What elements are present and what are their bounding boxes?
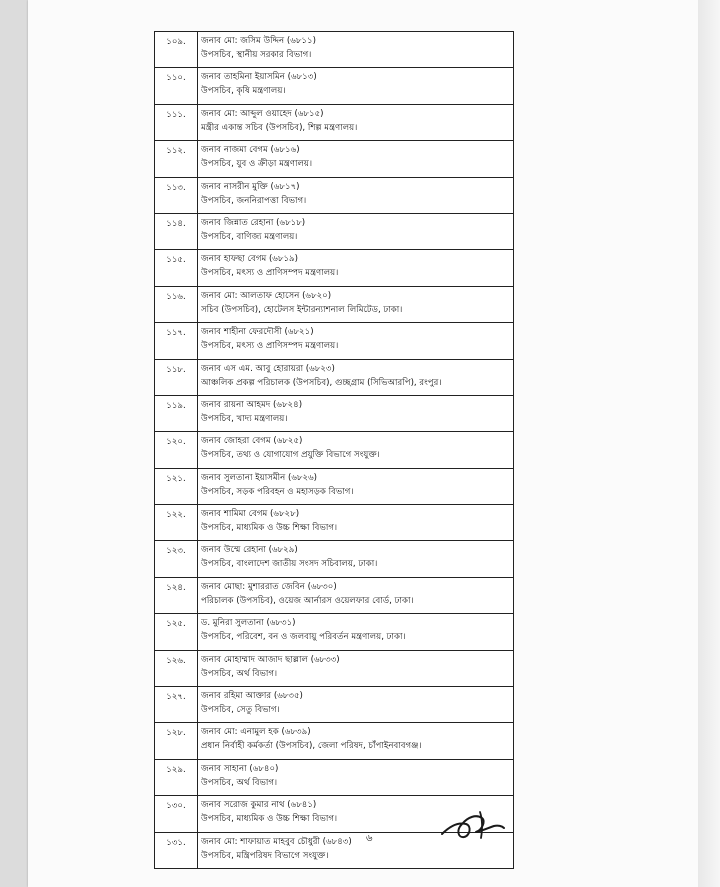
table-row: [155, 32, 514, 68]
officer-designation: উপসচিব, মৎস্য ও প্রাণিসম্পদ মন্ত্রণালয়।: [201, 268, 339, 279]
officer-cell: [198, 395, 514, 431]
table-row: [155, 614, 514, 650]
serial-number: ১২৪.: [155, 577, 198, 613]
serial-number: ১১১.: [155, 104, 198, 140]
table-row: [155, 177, 514, 213]
serial-number: ১১৭.: [155, 323, 198, 359]
officer-name: জনাব নাসরীন মুক্তি (৬৮১৭): [201, 181, 300, 192]
officer-name: জনাব মো: শাফায়াত মাহবুব চৌধুরী (৬৮৪৩): [201, 836, 352, 847]
officer-cell: [198, 687, 514, 723]
officer-name: জনাব শামিমা বেগম (৬৮২৮): [201, 509, 300, 520]
table-row: [155, 141, 514, 177]
officer-name: জনাব মো: জসিম উদ্দিন (৬৮১১): [201, 36, 316, 46]
officer-cell: [198, 723, 514, 759]
officer-cell: [198, 323, 514, 359]
officer-name: জনাব মোছা: মুশাররাত জেবিন (৬৮৩০): [201, 581, 337, 592]
serial-number: ১১৪.: [155, 213, 198, 249]
officer-designation: উপসচিব, সেতু বিভাগ।: [201, 705, 280, 716]
officer-cell: [198, 577, 514, 613]
officer-designation: উপসচিব, কৃষি মন্ত্রণালয়।: [201, 86, 286, 97]
table-row: [155, 104, 514, 140]
serial-number: ১২৭.: [155, 687, 198, 723]
officer-designation: উপসচিব, তথ্য ও যোগাযোগ প্রযুক্তি বিভাগে সংযুক্ত।: [201, 450, 380, 461]
officer-designation: উপসচিব, মাধ্যমিক ও উচ্চ শিক্ষা বিভাগ।: [201, 814, 338, 825]
officer-name: জনাব রায়না আহমদ (৬৮২৪): [201, 399, 303, 410]
officer-designation: প্রধান নির্বাহী কর্মকর্তা (উপসচিব), জেলা পরিষদ, চাঁপাইনবাবগঞ্জ।: [201, 741, 422, 752]
serial-number: ১২২.: [155, 505, 198, 541]
table-row: [155, 505, 514, 541]
officer-cell: [198, 68, 514, 104]
officer-name: জনাব রহিমা আক্তার (৬৮৩৫): [201, 691, 303, 702]
officer-name: জনাব জিন্নাত রেহানা (৬৮১৮): [201, 217, 306, 228]
officer-name: জনাব মো: আব্দুল ওয়াহেদ (৬৮১৫): [201, 108, 324, 119]
officer-list-body: [155, 32, 514, 869]
officer-name: জনাব সুলতানা ইয়াসমীন (৬৮২৬): [201, 472, 318, 483]
serial-number: ১২১.: [155, 468, 198, 504]
serial-number: ১২৩.: [155, 541, 198, 577]
table-row: [155, 359, 514, 395]
officer-designation: উপসচিব, স্থানীয় সরকার বিভাগ।: [201, 50, 312, 60]
table-row: [155, 541, 514, 577]
signature-image: [436, 804, 508, 844]
officer-cell: [198, 359, 514, 395]
officer-designation: পরিচালক (উপসচিব), ওয়েজ আর্নারস ওয়েলফার বোর্ড, ঢাকা।: [201, 595, 414, 606]
page-number: ৬: [366, 833, 373, 844]
officer-cell: [198, 286, 514, 322]
serial-number: ১১৬.: [155, 286, 198, 322]
officer-name: জনাব উম্মে রেহানা (৬৮২৯): [201, 545, 298, 556]
table-row: [155, 759, 514, 795]
officer-cell: [198, 32, 514, 68]
officer-cell: [198, 541, 514, 577]
officer-name: জনাব শাহীনা ফেরদৌসী (৬৮২১): [201, 327, 314, 338]
serial-number: ১২০.: [155, 432, 198, 468]
serial-number: ১১২.: [155, 141, 198, 177]
officer-name: জনাব মো: আলতাফ হোসেন (৬৮২০): [201, 290, 332, 301]
table-row: [155, 68, 514, 104]
officer-list-table: [154, 31, 514, 869]
table-row: [155, 432, 514, 468]
table-row: [155, 213, 514, 249]
serial-number: ১১৩.: [155, 177, 198, 213]
officer-name: জনাব তাহমিনা ইয়াসমিন (৬৮১৩): [201, 72, 317, 83]
officer-name: জনাব হাফছা বেগম (৬৮১৯): [201, 254, 298, 265]
officer-designation: উপসচিব, সড়ক পরিবহন ও মহাসড়ক বিভাগ।: [201, 486, 354, 497]
officer-cell: [198, 432, 514, 468]
table-row: [155, 250, 514, 286]
serial-number: ১১৫.: [155, 250, 198, 286]
table-row: [155, 323, 514, 359]
officer-designation: উপসচিব, খাদ্য মন্ত্রণালয়।: [201, 413, 288, 424]
table-row: [155, 687, 514, 723]
officer-designation: আঞ্চলিক প্রকল্প পরিচালক (উপসচিব), গুচ্ছগ্রাম (সিভিআরপি), রংপুর।: [201, 377, 442, 388]
officer-cell: [198, 650, 514, 686]
serial-number: ১৩০.: [155, 796, 198, 832]
officer-designation: উপসচিব, মৎস্য ও প্রাণিসম্পদ মন্ত্রণালয়।: [201, 341, 339, 352]
serial-number: ১২৮.: [155, 723, 198, 759]
officer-cell: [198, 468, 514, 504]
page-edge-shadow: [698, 0, 720, 887]
officer-designation: উপসচিব, যুব ও ক্রীড়া মন্ত্রণালয়।: [201, 159, 313, 170]
table-row: [155, 286, 514, 322]
officer-name: জনাব নাজমা বেগম (৬৮১৬): [201, 145, 300, 156]
officer-designation: উপসচিব, মন্ত্রিপরিষদ বিভাগে সংযুক্ত।: [201, 850, 329, 861]
table-row: [155, 577, 514, 613]
officer-designation: উপসচিব, অর্থ বিভাগ।: [201, 777, 278, 788]
serial-number: ১১৮.: [155, 359, 198, 395]
officer-designation: সচিব (উপসচিব), হোটেলস ইন্টারন্যাশনাল লিমিটেড, ঢাকা।: [201, 304, 403, 315]
serial-number: ১২৬.: [155, 650, 198, 686]
officer-cell: [198, 505, 514, 541]
table-row: [155, 723, 514, 759]
officer-name: জনাব জোহরা বেগম (৬৮২৫): [201, 436, 303, 447]
officer-name: জনাব সাহানা (৬৮৪০): [201, 763, 279, 774]
officer-designation: উপসচিব, অর্থ বিভাগ।: [201, 668, 278, 679]
officer-designation: উপসচিব, বাংলাদেশ জাতীয় সংসদ সচিবালয়, ঢাকা।: [201, 559, 378, 570]
officer-cell: [198, 213, 514, 249]
officer-cell: [198, 759, 514, 795]
table-row: [155, 650, 514, 686]
officer-designation: উপসচিব, পরিবেশ, বন ও জলবায়ু পরিবর্তন মন্ত্রণালয়, ঢাকা।: [201, 632, 406, 643]
officer-designation: উপসচিব, মাধ্যমিক ও উচ্চ শিক্ষা বিভাগ।: [201, 523, 338, 534]
officer-cell: [198, 250, 514, 286]
officer-designation: উপসচিব, বাণিজ্য মন্ত্রণালয়।: [201, 231, 298, 242]
officer-cell: [198, 104, 514, 140]
serial-number: ১১৯.: [155, 395, 198, 431]
officer-designation: উপসচিব, জননিরাপত্তা বিভাগ।: [201, 195, 307, 206]
serial-number: ১১০.: [155, 68, 198, 104]
officer-cell: [198, 177, 514, 213]
officer-name: জনাব মোহাম্মাদ আজাদ ছাল্লাল (৬৮৩৩): [201, 654, 340, 665]
serial-number: ১২৯.: [155, 759, 198, 795]
table-row: [155, 468, 514, 504]
officer-cell: [198, 614, 514, 650]
officer-cell: [198, 141, 514, 177]
officer-name: জনাব সরোজ কুমার নাথ (৬৮৪১): [201, 800, 317, 811]
officer-name: জনাব এস এম. আবু হোরায়রা (৬৮২৩): [201, 363, 335, 374]
officer-name: ড. মুনিরা সুলতানা (৬৮৩১): [201, 618, 296, 629]
table-row: [155, 395, 514, 431]
serial-number: ১০৯.: [155, 32, 198, 68]
serial-number: ১২৫.: [155, 614, 198, 650]
serial-number: ১৩১.: [155, 832, 198, 868]
officer-designation: মন্ত্রীর একান্ত সচিব (উপসচিব), শিল্প মন্ত্রণালয়।: [201, 122, 358, 133]
officer-name: জনাব মো: এনামুল হক (৬৮৩৯): [201, 727, 311, 738]
